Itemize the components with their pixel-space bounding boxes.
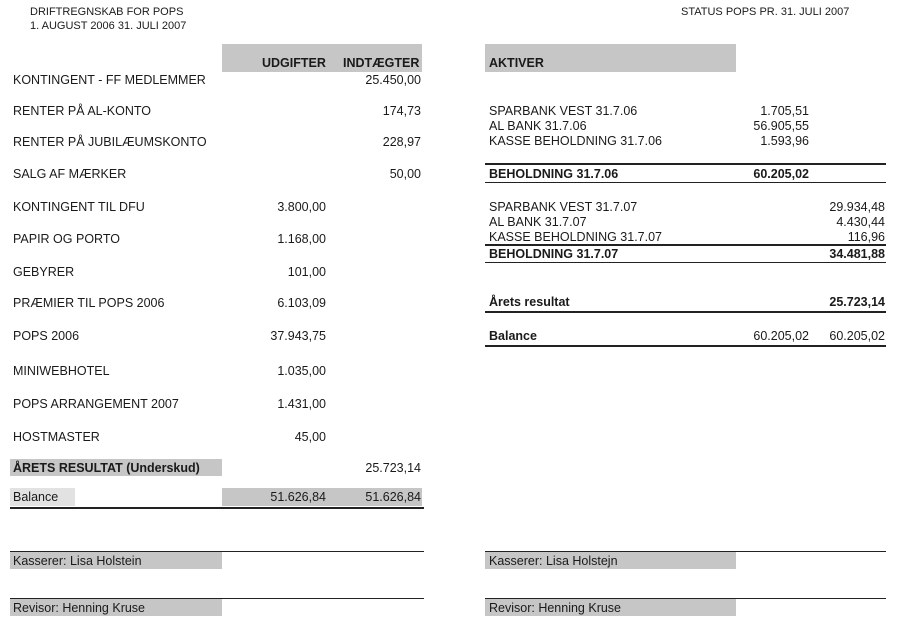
row-expense: 6.103,09 [277, 296, 326, 310]
asset-label: KASSE BEHOLDNING 31.7.07 [489, 230, 662, 244]
row-label: PAPIR OG PORTO [13, 232, 120, 246]
col-expenses-header: UDGIFTER [262, 56, 326, 70]
left-title: DRIFTREGNSKAB FOR POPS [30, 6, 184, 18]
cashier-signature: Kasserer: Lisa Holstein [13, 554, 142, 568]
right-title: STATUS POPS PR. 31. JULI 2007 [681, 6, 850, 18]
row-expense: 45,00 [294, 430, 326, 444]
row-expense: 1.168,00 [277, 232, 326, 246]
row-label: MINIWEBHOTEL [13, 364, 110, 378]
asset-value: 29.934,48 [829, 200, 885, 214]
row-label: RENTER PÅ AL-KONTO [13, 104, 151, 118]
asset-value: 1.705,51 [760, 104, 809, 118]
row-expense: 101,00 [287, 265, 326, 279]
holding1-label: BEHOLDNING 31.7.06 [489, 167, 619, 181]
left-period: 1. AUGUST 2006 31. JULI 2007 [30, 20, 187, 32]
row-label: HOSTMASTER [13, 430, 100, 444]
right-balance-value1: 60.205,02 [753, 329, 809, 343]
row-expense: 1.431,00 [277, 397, 326, 411]
right-balance-value2: 60.205,02 [829, 329, 885, 343]
asset-value: 4.430,44 [836, 215, 885, 229]
holding1-value: 60.205,02 [753, 167, 809, 181]
row-label: KONTINGENT TIL DFU [13, 200, 145, 214]
row-label: POPS ARRANGEMENT 2007 [13, 397, 179, 411]
row-label: RENTER PÅ JUBILÆUMSKONTO [13, 135, 207, 149]
row-income: 25.450,00 [365, 73, 421, 87]
asset-value: 56.905,55 [753, 119, 809, 133]
row-income: 50,00 [389, 167, 421, 181]
balance-expense: 51.626,84 [270, 490, 326, 504]
row-label: PRÆMIER TIL POPS 2006 [13, 296, 165, 310]
year-result-value: 25.723,14 [829, 295, 885, 309]
balance-income: 51.626,84 [365, 490, 421, 504]
holding2-rule [485, 244, 886, 246]
holding2-value: 34.481,88 [829, 247, 885, 261]
result-label: ÅRETS RESULTAT (Underskud) [13, 461, 200, 475]
year-result-label: Årets resultat [489, 295, 570, 309]
row-income: 228,97 [382, 135, 421, 149]
asset-label: AL BANK 31.7.06 [489, 119, 587, 133]
row-label: GEBYRER [13, 265, 75, 279]
right-auditor-signature: Revisor: Henning Kruse [489, 601, 622, 615]
assets-header: AKTIVER [489, 56, 544, 70]
row-expense: 3.800,00 [277, 200, 326, 214]
holding2-bottom-rule [485, 262, 886, 263]
balance-rule [10, 507, 424, 509]
asset-label: AL BANK 31.7.07 [489, 215, 587, 229]
holding1-bottom-rule [485, 182, 886, 183]
year-result-rule [485, 311, 886, 313]
row-expense: 37.943,75 [270, 329, 326, 343]
asset-label: SPARBANK VEST 31.7.06 [489, 104, 638, 118]
row-income: 174,73 [382, 104, 421, 118]
row-label: POPS 2006 [13, 329, 80, 343]
row-expense: 1.035,00 [277, 364, 326, 378]
asset-label: KASSE BEHOLDNING 31.7.06 [489, 134, 662, 148]
row-label: SALG AF MÆRKER [13, 167, 127, 181]
holding2-label: BEHOLDNING 31.7.07 [489, 247, 619, 261]
asset-value: 1.593,96 [760, 134, 809, 148]
row-label: KONTINGENT - FF MEDLEMMER [13, 73, 206, 87]
result-income: 25.723,14 [365, 461, 421, 475]
auditor-signature: Revisor: Henning Kruse [13, 601, 146, 615]
right-cashier-signature: Kasserer: Lisa Holstejn [489, 554, 618, 568]
holding1-rule [485, 163, 886, 165]
right-balance-rule [485, 345, 886, 347]
asset-value: 116,96 [847, 230, 885, 244]
right-balance-label: Balance [489, 329, 537, 343]
asset-label: SPARBANK VEST 31.7.07 [489, 200, 638, 214]
col-income-header: INDTÆGTER [343, 56, 420, 70]
balance-label: Balance [13, 490, 59, 504]
